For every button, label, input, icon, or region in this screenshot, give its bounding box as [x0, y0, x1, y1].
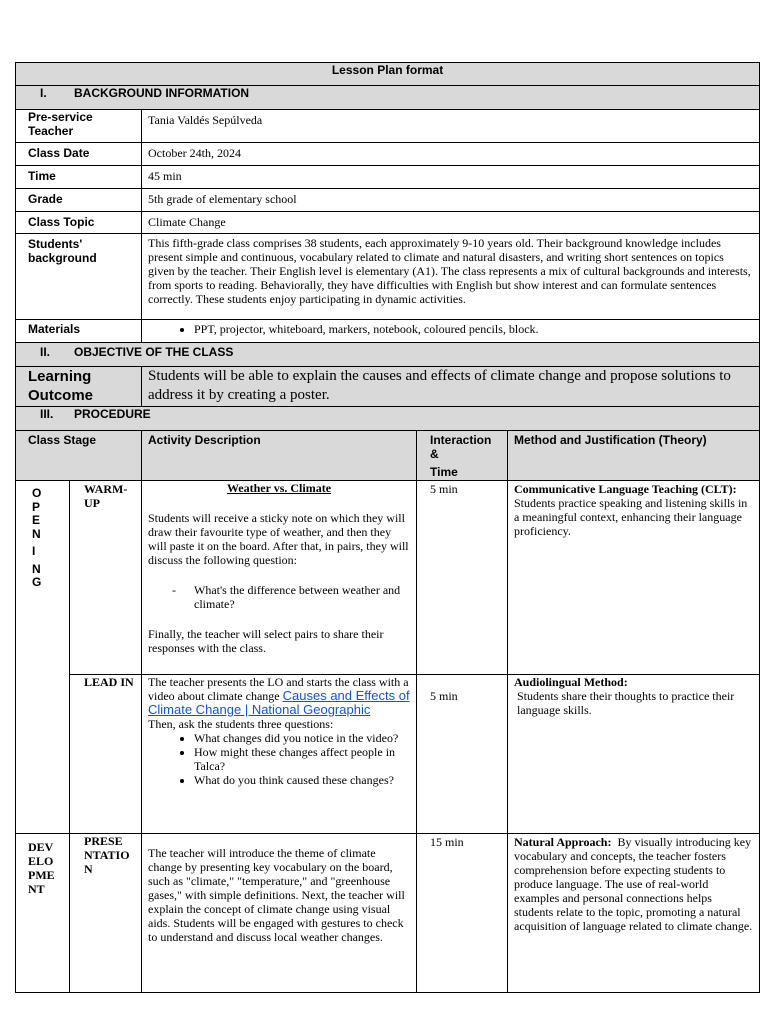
materials-list	[148, 322, 753, 336]
warmup-question-row	[148, 583, 410, 611]
presentation-method	[508, 834, 760, 993]
header-method: Method and Justification (Theory)	[508, 431, 760, 481]
materials-label: Materials	[16, 320, 142, 343]
leadin-paragraph-2: Then, ask the students three questions:	[148, 717, 334, 731]
leadin-question: • What changes did you notice in the video?	[194, 731, 410, 745]
section-title: OBJECTIVE OF THE CLASS	[74, 345, 234, 359]
section-procedure-header	[16, 407, 760, 431]
leadin-paragraph-1	[148, 675, 410, 717]
topic-value: Climate Change	[142, 212, 760, 234]
warmup-method-title: Communicative Language Teaching (CLT):	[514, 482, 737, 496]
warmup-activity	[142, 481, 417, 675]
leadin-question: • What do you think caused these changes?	[194, 773, 410, 787]
header-interaction: Interaction &	[430, 433, 492, 461]
presentation-activity: The teacher will introduce the theme of climate change by presenting key vocabulary on the board, such as "climate," "temperature," and "greenhouse gases," with simple definitions. Next, the teacher will explain the concept of climate change using visual aids. Students will be engaged with gestures to check to understand and discuss local weather changes.	[142, 834, 417, 993]
video-link[interactable]: Causes and Effects of Climate Change | National Geographic	[148, 688, 410, 717]
teacher-value: Tania Valdés Sepúlveda	[142, 110, 760, 143]
topic-label: Class Topic	[16, 212, 142, 234]
header-interaction-time	[417, 431, 508, 481]
warmup-title: Weather vs. Climate	[226, 481, 332, 495]
time-label: Time	[16, 166, 142, 189]
materials-cell	[142, 320, 760, 343]
leadin-questions-list	[148, 731, 410, 787]
opening-letter: I	[32, 544, 36, 558]
warmup-method	[508, 481, 760, 675]
stage-opening	[16, 481, 70, 834]
document-title: Lesson Plan format	[16, 63, 760, 86]
warmup-paragraph-1: Students will receive a sticky note on which they will draw their favourite type of weather, and then they will paste it on the board. After that, in pairs, they will discuss the following question:	[148, 511, 409, 567]
materials-item: • PPT, projector, whiteboard, markers, notebook, coloured pencils, block.	[194, 322, 753, 336]
leadin-intro: The teacher presents the LO and starts the class with a video about climate change	[148, 675, 409, 703]
presentation-time: 15 min	[417, 834, 508, 993]
dash-marker: -	[172, 583, 176, 597]
teacher-label: Pre-service Teacher	[16, 110, 142, 143]
opening-letter: N	[32, 526, 41, 541]
opening-letter: N	[32, 561, 41, 576]
warmup-time: 5 min	[417, 481, 508, 675]
time-value: 45 min	[142, 166, 760, 189]
section-title: PROCEDURE	[74, 407, 151, 421]
stage-presentation: PRESE NTATIO N	[70, 834, 142, 993]
header-class-stage: Class Stage	[16, 431, 142, 481]
section-number: II.	[40, 345, 51, 359]
leadin-time: 5 min	[417, 675, 508, 834]
learning-outcome-text: Students will be able to explain the causes and effects of climate change and propose solutions to address it by creating a poster.	[142, 367, 760, 407]
section-number: I.	[40, 86, 47, 100]
grade-value: 5th grade of elementary school	[142, 189, 760, 212]
students-background-text: This fifth-grade class comprises 38 students, each approximately 9-10 years old. Their background knowledge includes present simple and continuous, vocabulary related to climate and natural disasters, and writing short sentences on topics given by the teacher. Their English level is elementary (A1). The class represents a mix of cultural backgrounds and interests, from sports to reading. Behaviorally, they have difficulties with English but show interest and can formulate sentences correctly. These students enjoy participating in dynamic activities.	[142, 234, 760, 320]
opening-letter: E	[32, 513, 41, 527]
learning-outcome-label: Learning Outcome	[16, 367, 142, 407]
leadin-method-text: Students share their thoughts to practice their language skills.	[517, 689, 735, 717]
section-title: BACKGROUND INFORMATION	[74, 86, 250, 100]
warmup-method-text: Students practice speaking and listening skills in a meaningful context, enhancing their language proficiency.	[514, 496, 748, 538]
lesson-plan-table	[15, 62, 760, 993]
leadin-method	[508, 675, 760, 834]
warmup-paragraph-2: Finally, the teacher will select pairs to share their responses with the class.	[148, 627, 384, 655]
leadin-activity	[142, 675, 417, 834]
stage-leadin: LEAD IN	[70, 675, 142, 834]
students-background-label: Students' background	[16, 234, 142, 320]
opening-letter: G	[32, 575, 42, 589]
grade-label: Grade	[16, 189, 142, 212]
leadin-question: • How might these changes affect people in Talca?	[194, 745, 410, 773]
opening-letter: P	[32, 499, 41, 514]
stage-warmup: WARM- UP	[70, 481, 142, 675]
date-value: October 24th, 2024	[142, 143, 760, 166]
section-background-header	[16, 86, 760, 110]
date-label: Class Date	[16, 143, 142, 166]
header-activity: Activity Description	[142, 431, 417, 481]
presentation-method-title: Natural Approach:	[514, 835, 612, 849]
opening-letter: O	[32, 486, 42, 500]
stage-development: DEV ELO PME NT	[16, 834, 70, 993]
section-objective-header	[16, 343, 760, 367]
leadin-method-title: Audiolingual Method:	[514, 675, 628, 689]
header-time: Time	[430, 465, 458, 479]
warmup-question: What's the difference between weather and climate?	[194, 583, 401, 611]
presentation-method-text: By visually introducing key vocabulary and concepts, the teacher fosters comprehension before expecting students to produce language. The use of real-world examples and personal connections helps students relate to the topic, promoting a natural acquisition of language related to climate change.	[514, 835, 753, 933]
section-number: III.	[40, 407, 54, 421]
